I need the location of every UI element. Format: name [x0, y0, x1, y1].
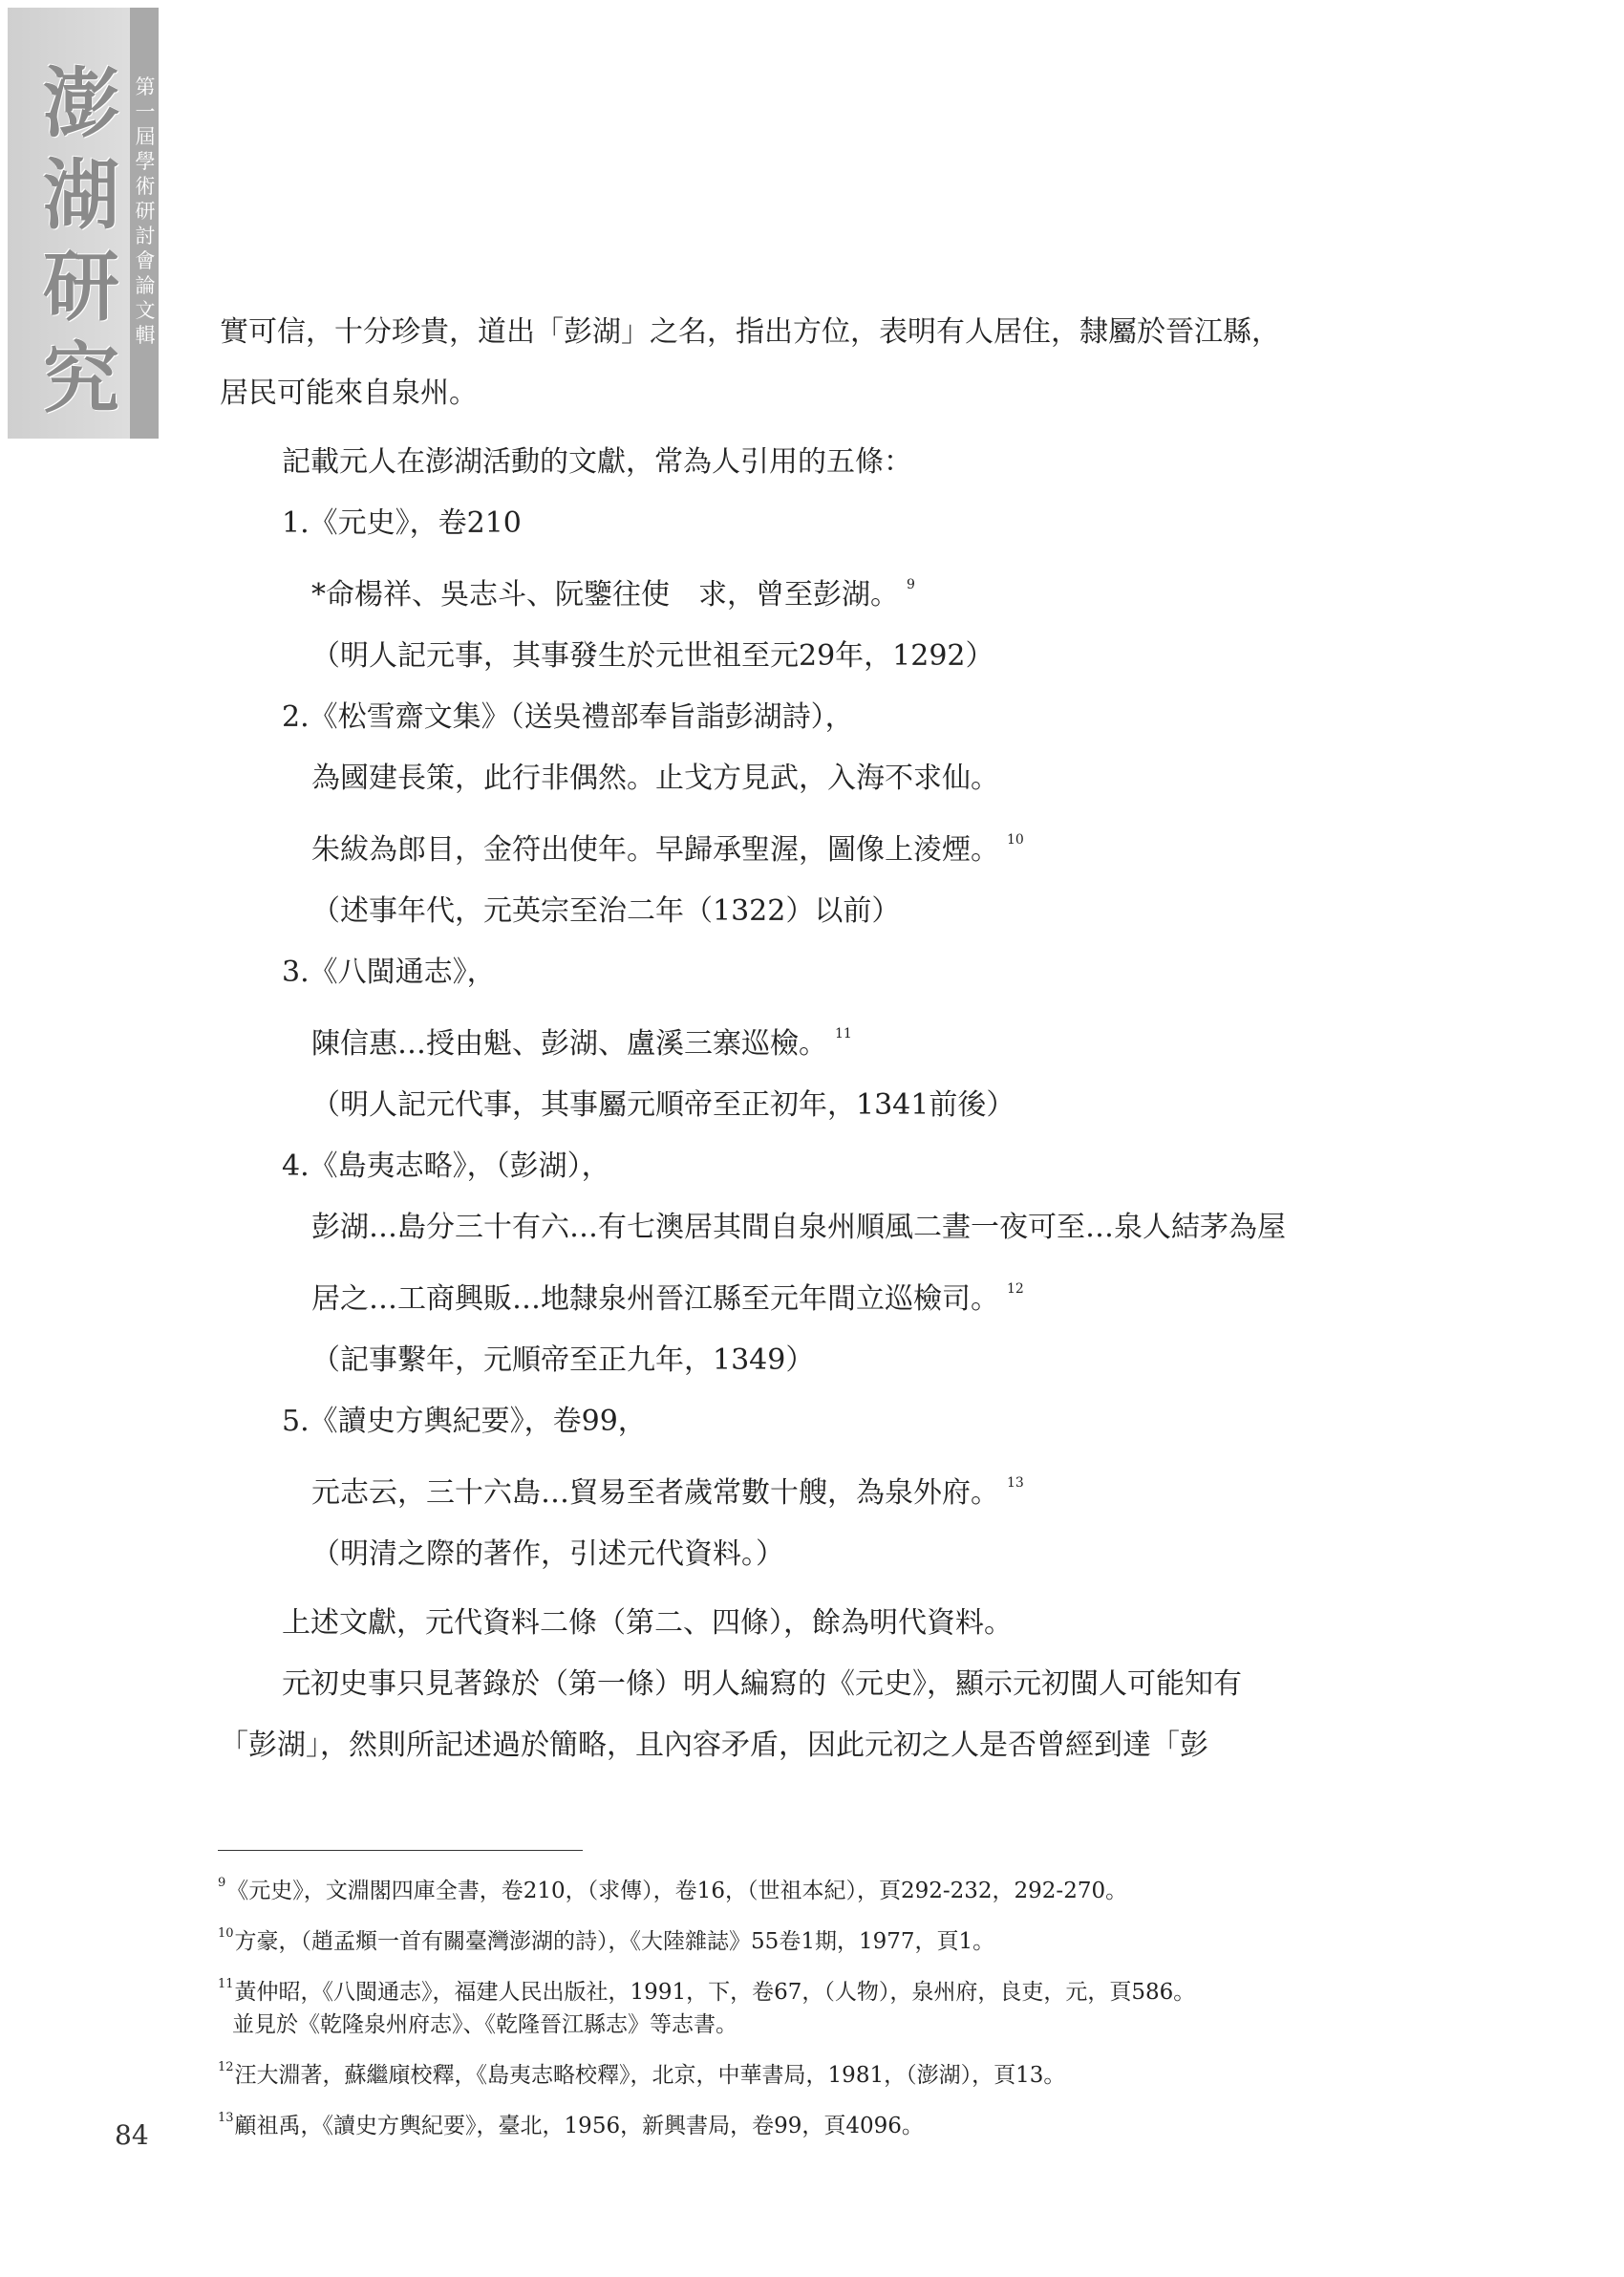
quote-text: 陳信惠…授由魁、彭湖、盧溪三寨巡檢。 — [311, 1027, 827, 1061]
body-paragraph: 實可信，十分珍貴，道出「彭湖」之名，指出方位，表明有人居住，隸屬於晉江縣， — [220, 315, 1280, 349]
footnotes — [218, 1867, 1460, 2153]
journal-title — [38, 57, 124, 424]
source-quote: 為國建長策，此行非偶然。止戈方見武，入海不求仙。 — [311, 762, 999, 795]
footnote — [218, 2102, 1460, 2142]
footnote — [218, 1968, 1460, 2041]
journal-title-char: 湖 — [43, 150, 119, 240]
source-quote — [220, 1461, 1433, 1515]
source-heading: 4.《島夷志略》，（彭湖）， — [282, 1149, 610, 1183]
footnote-number: 11 — [218, 1977, 234, 1991]
journal-subtitle-char: 學 — [135, 150, 156, 173]
footnote-text: 汪大淵著，蘇繼廎校釋，《島夷志略校釋》，北京，中華書局，1981，（澎湖），頁13。 — [234, 2063, 1066, 2088]
footnote-ref[interactable]: 13 — [1007, 1475, 1024, 1491]
footnote-divider — [218, 1850, 583, 1851]
source-heading — [220, 696, 1433, 740]
heading-text: 2.《松雪齋文集》（送吳禮部奉旨詣彭湖詩）， — [282, 700, 854, 734]
footnote-ref[interactable]: 12 — [1007, 1281, 1024, 1297]
source-note: （記事繫年，元順帝至正九年，1349） — [311, 1343, 815, 1377]
footnote-ref[interactable]: 10 — [1007, 832, 1024, 848]
source-note: （述事年代，元英宗至治二年（1322）以前） — [311, 894, 901, 928]
journal-title-char: 澎 — [43, 58, 119, 148]
footnote-number: 12 — [218, 2060, 234, 2074]
footnote-text: 《元史》，文淵閣四庫全書，卷210，（求傳），卷16，（世祖本紀），頁292-232，292-270。 — [226, 1879, 1128, 1903]
lead-paragraph: 記載元人在澎湖活動的文獻，常為人引用的五條： — [282, 445, 912, 479]
footnote — [218, 2051, 1460, 2092]
footnote-number: 9 — [218, 1876, 226, 1890]
source-heading: 5.《讀史方輿紀要》，卷99， — [282, 1405, 647, 1438]
source-quote — [220, 818, 1433, 872]
body-paragraph: 居民可能來自泉州。 — [220, 376, 478, 410]
journal-subtitle-char: 論 — [135, 274, 156, 297]
source-quote — [220, 1012, 1433, 1066]
footnote-text: 方豪，（趙孟頫一首有關臺灣澎湖的詩），《大陸雜誌》55卷1期，1977，頁1。 — [234, 1929, 995, 1954]
footnote — [218, 1918, 1460, 1958]
quote-text: 元志云，三十六島…貿易至者歲常數十艘，為泉外府。 — [311, 1476, 999, 1510]
quote-text: 居之…工商興販…地隸泉州晉江縣至元年間立巡檢司。 — [311, 1282, 999, 1316]
source-quote — [220, 1267, 1433, 1321]
journal-subtitle-char: 術 — [135, 175, 156, 198]
journal-subtitle-char: 研 — [135, 200, 156, 223]
footnote-number: 10 — [218, 1926, 234, 1941]
footnote-text: 黃仲昭，《八閩通志》，福建人民出版社，1991，下，卷67，（人物），泉州府，良吏，元，頁586。 — [234, 1980, 1196, 2005]
footnote-number: 13 — [218, 2111, 234, 2125]
summary-paragraph: 上述文獻，元代資料二條（第二、四條），餘為明代資料。 — [282, 1606, 1013, 1640]
journal-subtitle-char: 第 — [135, 75, 156, 98]
source-note: （明清之際的著作，引述元代資料。） — [311, 1537, 784, 1571]
quote-text: 朱紱為郎目，金符出使年。早歸承聖渥，圖像上淩煙。 — [311, 833, 999, 867]
body-text — [220, 311, 1433, 1768]
journal-subtitle-char: 會 — [135, 249, 156, 272]
footnote-ref[interactable]: 9 — [907, 577, 915, 592]
closing-paragraph: 元初史事只見著錄於（第一條）明人編寫的《元史》，顯示元初閩人可能知有 — [282, 1667, 1242, 1701]
journal-subtitle-char: 文 — [135, 299, 156, 322]
footnote-text: 顧祖禹，《讀史方輿紀要》，臺北，1956，新興書局，卷99，頁4096。 — [234, 2114, 924, 2138]
journal-title-char: 究 — [43, 333, 119, 423]
journal-subtitle-char: 一 — [135, 100, 156, 123]
journal-subtitle-char: 輯 — [135, 324, 156, 347]
source-note: （明人記元事，其事發生於元世祖至元29年，1292） — [311, 639, 994, 673]
quote-text: *命楊祥、吳志斗、阮鑒往使 求，曾至彭湖。 — [311, 578, 899, 612]
journal-subtitle-char: 討 — [135, 225, 156, 247]
footnote — [218, 1867, 1460, 1907]
journal-subtitle — [134, 75, 157, 348]
page-number: 84 — [115, 2119, 149, 2151]
journal-subtitle-char: 屆 — [135, 125, 156, 148]
source-quote — [220, 563, 1433, 617]
footnote-ref[interactable]: 11 — [835, 1026, 852, 1042]
closing-paragraph: 「彭湖」，然則所記述過於簡略，且內容矛盾，因此元初之人是否曾經到達「彭 — [220, 1729, 1208, 1762]
source-heading: 1.《元史》，卷210 — [282, 506, 522, 540]
source-heading: 3.《八閩通志》， — [282, 956, 496, 989]
footnote-text: 並見於《乾隆泉州府志》、《乾隆晉江縣志》等志書。 — [232, 2012, 737, 2037]
source-quote: 彭湖…島分三十有六…有七澳居其間自泉州順風二晝一夜可至…泉人結茅為屋 — [311, 1211, 1286, 1244]
source-note: （明人記元代事，其事屬元順帝至正初年，1341前後） — [311, 1088, 1015, 1122]
journal-title-char: 研 — [43, 242, 119, 332]
